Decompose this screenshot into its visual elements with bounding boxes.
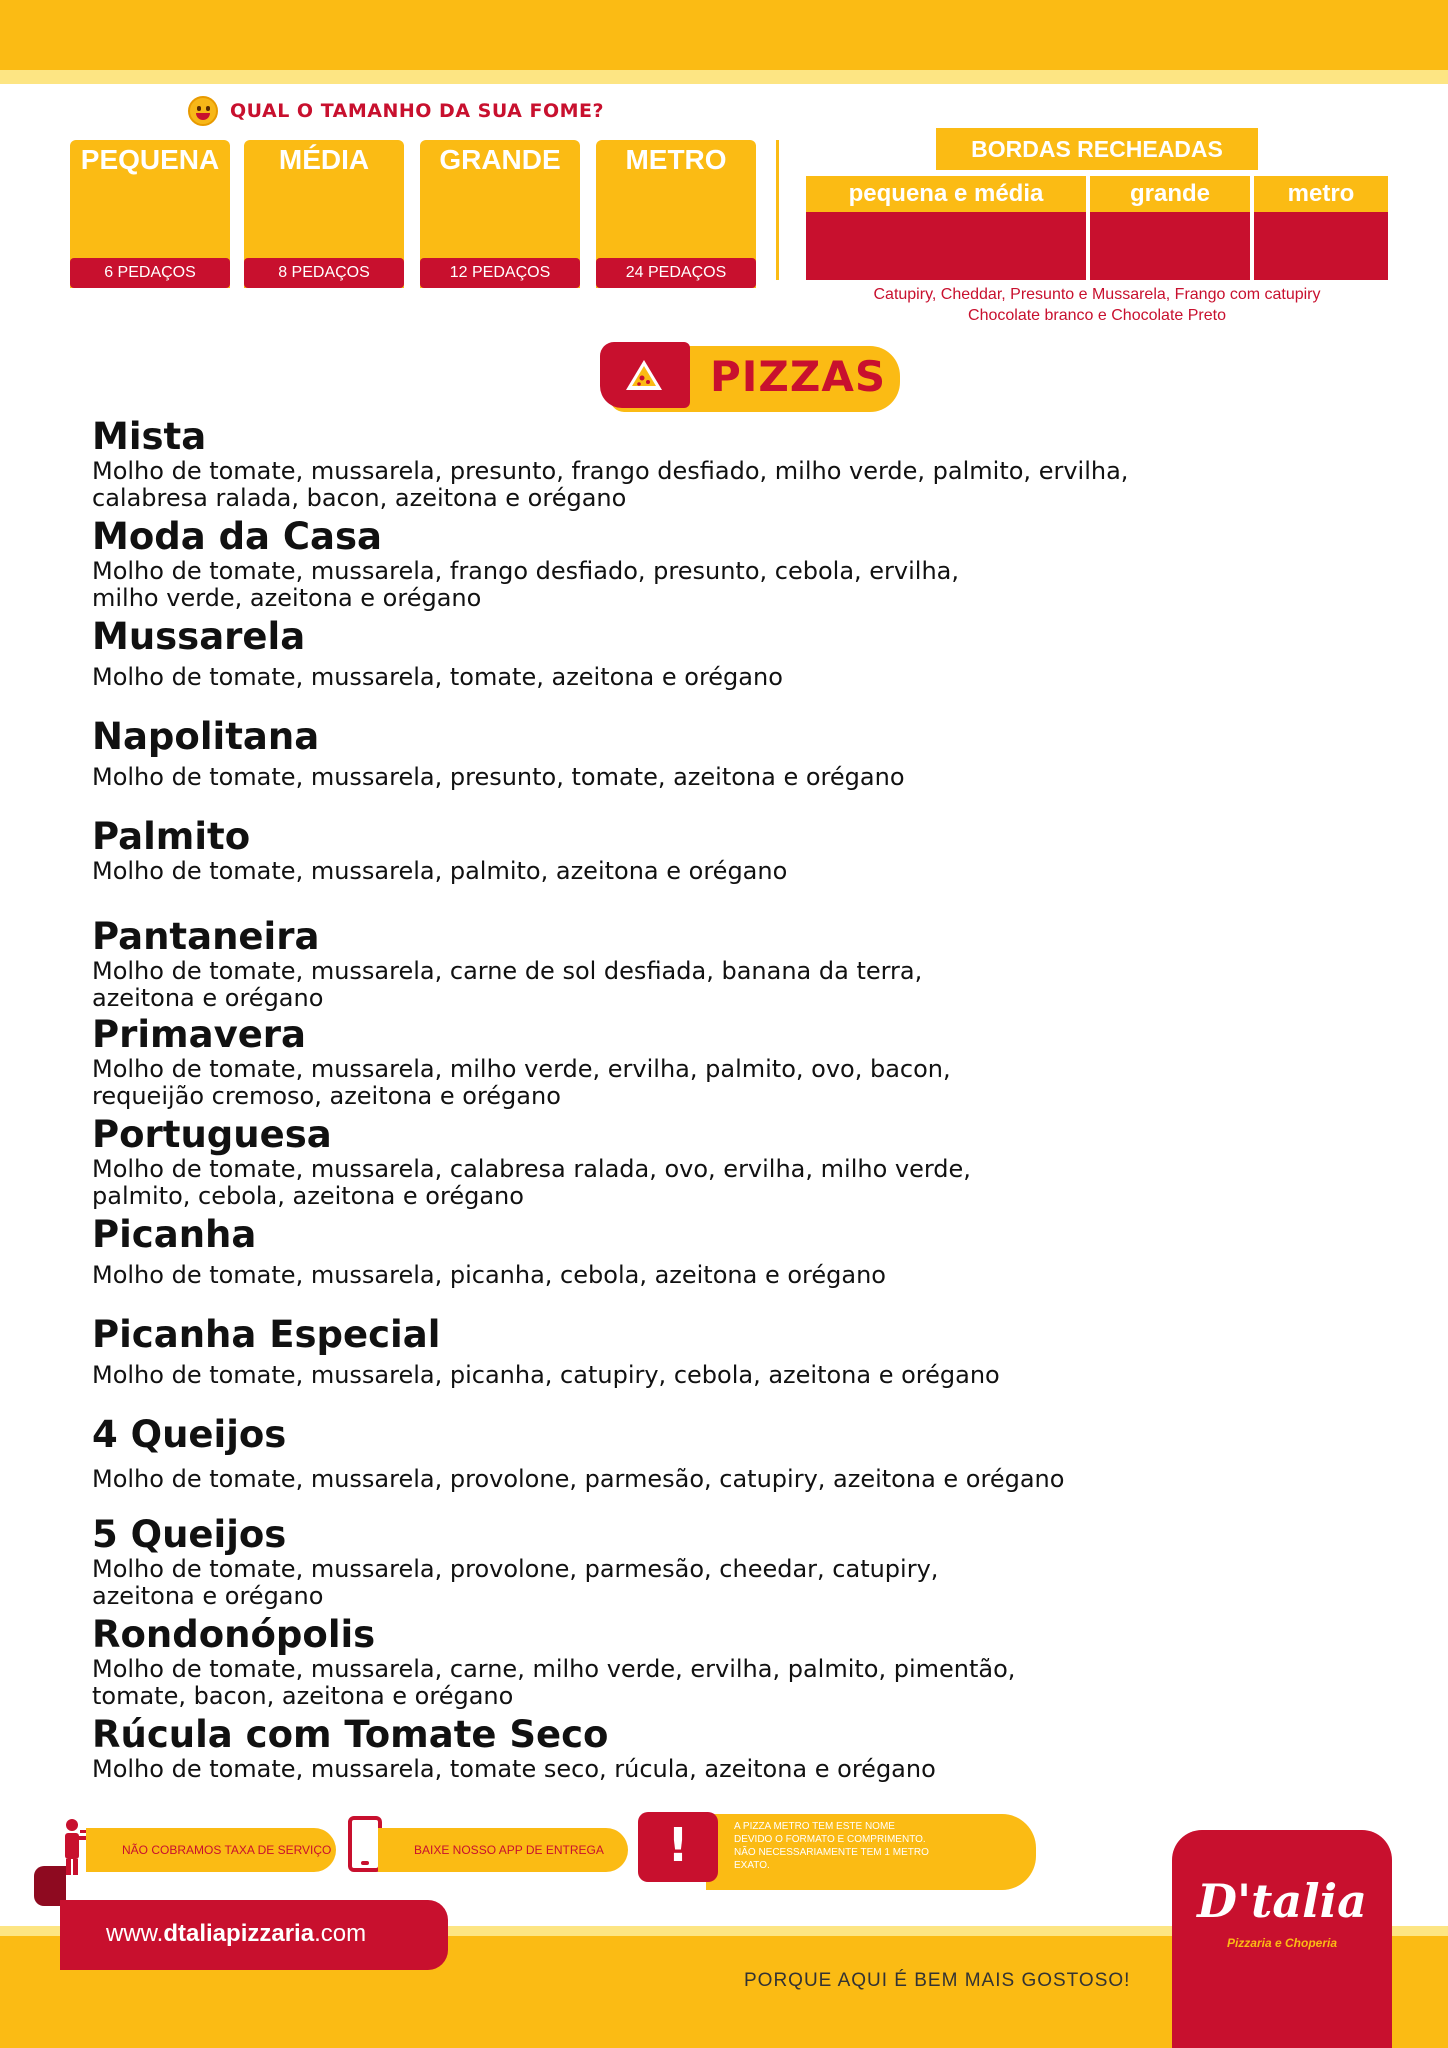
pizza-item-4-queijos — [92, 1414, 1272, 1493]
alert-icon-box — [638, 1812, 718, 1882]
pizza-item-mussarela — [92, 616, 1272, 691]
pizza-desc-line: palmito, cebola, azeitona e orégano — [92, 1182, 524, 1210]
bordas-head: grande — [1090, 176, 1250, 212]
bordas-flavors — [806, 284, 1388, 326]
website-link[interactable] — [106, 1920, 366, 1948]
metro-note-line: A PIZZA METRO TEM ESTE NOME — [734, 1821, 895, 1832]
brand-logo — [1172, 1830, 1392, 2048]
pizza-desc-line: Molho de tomate, mussarela, presunto, frango desfiado, milho verde, palmito, ervilha, — [92, 457, 1129, 485]
pizza-item-mista — [92, 416, 1272, 512]
pizza-desc-line: azeitona e orégano — [92, 984, 324, 1012]
bordas-head: pequena e média — [806, 176, 1086, 212]
website-brand: dtaliapizzaria — [163, 1920, 315, 1947]
size-card-media — [244, 140, 404, 288]
bordas-table — [806, 176, 1388, 280]
app-download-badge[interactable]: BAIXE NOSSO APP DE ENTREGA — [378, 1828, 628, 1872]
pizzas-section-header — [600, 342, 900, 412]
pizza-desc-line: Molho de tomate, mussarela, carne de sol desfiada, banana da terra, — [92, 957, 923, 985]
pizza-desc-line: Molho de tomate, mussarela, carne, milho verde, ervilha, palmito, pimentão, — [92, 1655, 1016, 1683]
pizza-name: Mussarela — [92, 615, 306, 658]
hunger-question — [188, 96, 604, 126]
smiley-icon — [188, 96, 218, 126]
metro-note — [706, 1814, 1036, 1890]
size-slices: 12 PEDAÇOS — [420, 258, 580, 288]
bordas-col-grande — [1090, 176, 1250, 280]
pizza-name: Picanha — [92, 1213, 257, 1256]
logo-text: D'talia — [1197, 1874, 1367, 1928]
pizza-desc-line: milho verde, azeitona e orégano — [92, 584, 482, 612]
footer-info — [56, 1812, 1056, 1912]
size-name: MÉDIA — [278, 144, 370, 175]
pizza-desc-line: requeijão cremoso, azeitona e orégano — [92, 1082, 561, 1110]
size-name: GRANDE — [439, 144, 561, 175]
pizza-desc-line: Molho de tomate, mussarela, frango desfiado, presunto, cebola, ervilha, — [92, 557, 959, 585]
pizza-desc-line: Molho de tomate, mussarela, calabresa ralada, ovo, ervilha, milho verde, — [92, 1155, 971, 1183]
pizza-item-portuguesa — [92, 1114, 1272, 1210]
pizza-name: Portuguesa — [92, 1113, 332, 1156]
size-card-grande — [420, 140, 580, 288]
pizza-desc-line: azeitona e orégano — [92, 1582, 324, 1610]
pizza-item-picanha — [92, 1214, 1272, 1289]
bordas-col-metro — [1254, 176, 1388, 280]
size-slices: 8 PEDAÇOS — [244, 258, 404, 288]
pizza-desc-line: tomate, bacon, azeitona e orégano — [92, 1682, 514, 1710]
slogan: PORQUE AQUI É BEM MAIS GOSTOSO! — [744, 1970, 1131, 1991]
bordas-title: BORDAS RECHEADAS — [936, 128, 1258, 170]
pizza-name: Primavera — [92, 1013, 306, 1056]
bordas-col-pequena-media — [806, 176, 1086, 280]
pizza-name: Rúcula com Tomate Seco — [92, 1713, 609, 1756]
website-suffix: .com — [314, 1920, 367, 1947]
pizza-name: Rondonópolis — [92, 1613, 376, 1656]
bordas-flavors-line: Catupiry, Cheddar, Presunto e Mussarela, Frango com catupiry — [873, 286, 1321, 303]
section-divider — [776, 140, 779, 280]
pizza-item-picanha-especial — [92, 1314, 1272, 1389]
pizza-desc-line: Molho de tomate, mussarela, presunto, tomate, azeitona e orégano — [92, 763, 905, 791]
pizza-name: 5 Queijos — [92, 1513, 287, 1556]
top-band-stripe — [0, 70, 1448, 84]
pizza-desc-line: Molho de tomate, mussarela, palmito, azeitona e orégano — [92, 857, 788, 885]
size-slices: 6 PEDAÇOS — [70, 258, 230, 288]
bordas-head: metro — [1254, 176, 1388, 212]
pizza-item-rondonopolis — [92, 1614, 1272, 1710]
top-band — [0, 0, 1448, 70]
no-service-fee-badge: NÃO COBRAMOS TAXA DE SERVIÇO — [86, 1828, 336, 1872]
pizza-name: Moda da Casa — [92, 515, 383, 558]
pizza-desc-line: Molho de tomate, mussarela, provolone, parmesão, catupiry, azeitona e orégano — [92, 1465, 1065, 1493]
pizza-name: Palmito — [92, 815, 251, 858]
size-card-pequena — [70, 140, 230, 288]
pizza-desc-line: Molho de tomate, mussarela, picanha, catupiry, cebola, azeitona e orégano — [92, 1361, 1000, 1389]
metro-note-line: NÃO NECESSARIAMENTE TEM 1 METRO — [734, 1847, 929, 1858]
pizza-desc-line: calabresa ralada, bacon, azeitona e orégano — [92, 484, 627, 512]
pizza-item-primavera — [92, 1014, 1272, 1110]
exclamation-icon: ! — [667, 1818, 689, 1872]
metro-note-line: DEVIDO O FORMATO E COMPRIMENTO. — [734, 1834, 926, 1845]
pizza-desc-line: Molho de tomate, mussarela, tomate seco, rúcula, azeitona e orégano — [92, 1755, 936, 1783]
logo-subtitle: Pizzaria e Choperia — [1226, 1936, 1338, 1950]
pizza-name: 4 Queijos — [92, 1413, 287, 1456]
metro-note-line: EXATO. — [734, 1860, 770, 1871]
hunger-question-text: QUAL O TAMANHO DA SUA FOME? — [230, 100, 605, 122]
website-ribbon — [60, 1900, 448, 1970]
size-slices: 24 PEDAÇOS — [596, 258, 756, 288]
size-name: METRO — [625, 144, 727, 175]
pizza-item-pantaneira — [92, 916, 1272, 1012]
pizza-name: Picanha Especial — [92, 1313, 441, 1356]
pizza-desc-line: Molho de tomate, mussarela, picanha, cebola, azeitona e orégano — [92, 1261, 886, 1289]
pizza-item-palmito — [92, 816, 1272, 885]
pizza-name: Pantaneira — [92, 915, 320, 958]
pizza-desc-line: Molho de tomate, mussarela, provolone, parmesão, cheedar, catupiry, — [92, 1555, 939, 1583]
pizza-desc-line: Molho de tomate, mussarela, milho verde, ervilha, palmito, ovo, bacon, — [92, 1055, 951, 1083]
bordas-flavors-line: Chocolate branco e Chocolate Preto — [968, 307, 1226, 324]
website-prefix: www. — [106, 1920, 164, 1947]
pizza-desc-line: Molho de tomate, mussarela, tomate, azeitona e orégano — [92, 663, 783, 691]
pizza-name: Napolitana — [92, 715, 320, 758]
pizza-item-moda-da-casa — [92, 516, 1272, 612]
size-card-metro — [596, 140, 756, 288]
header-icon-box — [600, 342, 690, 408]
pizzas-title: PIZZAS — [710, 352, 887, 401]
pizza-item-5-queijos — [92, 1514, 1272, 1610]
pizza-item-rucula-com-tomate-seco — [92, 1714, 1272, 1783]
phone-icon — [348, 1816, 382, 1872]
size-name: PEQUENA — [80, 144, 220, 175]
pizza-slice-icon — [622, 356, 666, 396]
pizza-name: Mista — [92, 415, 207, 458]
pizza-item-napolitana — [92, 716, 1272, 791]
